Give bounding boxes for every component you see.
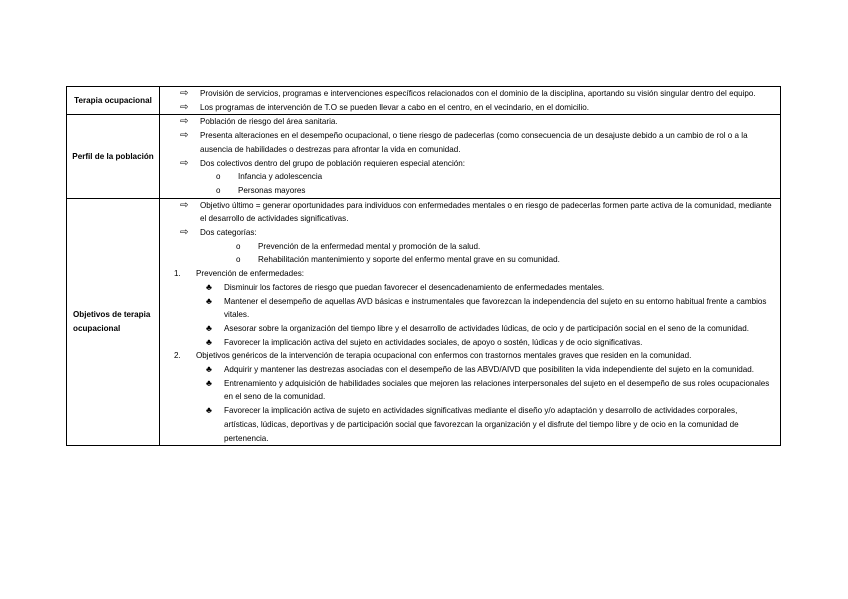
row-content-objetivos — [160, 198, 781, 446]
table-row-terapia — [67, 87, 781, 115]
club-list — [206, 281, 772, 350]
arrow-bullet-icon: ⇨ — [180, 88, 189, 99]
category-item: o Rehabilitación mantenimiento y soporte del enfermo mental grave en su comunidad. — [236, 253, 772, 267]
item-number: 1. — [174, 269, 181, 279]
club-list-item: ♣ Mantener el desempeño de aquellas AVD básicas e instrumentales que favorezcan la independencia del sujeto en su entorno habitual frente a cambios vitales. — [206, 295, 767, 320]
category-item: o Prevención de la enfermedad mental y promoción de la salud. — [236, 240, 772, 254]
list-item: ⇨ Presenta alteraciones en el desempeño ocupacional, o tiene riesgo de padecerlas (como consecuencia de un desajuste debido a un cambio de rol o a la ausencia de habilidades o destrezas para afrontar la vida en comunidad. — [180, 130, 748, 154]
list-item: ⇨ Población de riesgo del área sanitaria. — [180, 116, 338, 128]
club-bullet-icon: ♣ — [206, 405, 212, 416]
club-bullet-icon: ♣ — [206, 377, 212, 388]
circle-bullet-icon: o — [216, 185, 221, 195]
numbered-item: 2. Objetivos genéricos de la intervención de terapia ocupacional con enfermos con trastornos mentales graves que residen en la comunidad. — [174, 349, 772, 363]
table-row-objetivos — [67, 198, 781, 446]
row-label-terapia: Terapia ocupacional — [67, 87, 160, 115]
club-list-item: ♣ Favorecer la implicación activa del sujeto en actividades sociales, de apoyo o sostén, lúdicas y de ocio significativas. — [206, 336, 772, 350]
club-list-item: ♣ Favorecer la implicación activa de sujeto en actividades significativas mediante el diseño y/o adaptación y desarrollo de actividades corporales, artísticas, lúdicas, deportivas y de participación social que favorezcan la organización y el disfrute del tiempo libre y de ocio en la comunidad de pertenencia. — [206, 405, 739, 443]
list-item: ⇨ Objetivo último = generar oportunidades para individuos con enfermedades mentales o en riesgo de padecerlas formen parte activa de la comunidad, mediante el desarrollo de actividades significativas. — [180, 199, 772, 224]
document-table — [66, 86, 781, 446]
row-label-objetivos: Objetivos de terapia ocupacional — [67, 198, 160, 446]
circle-bullet-icon: o — [236, 241, 241, 251]
item-number: 2. — [174, 351, 181, 361]
row-content-perfil — [160, 115, 781, 198]
arrow-bullet-icon: ⇨ — [180, 227, 189, 239]
club-bullet-icon: ♣ — [206, 364, 212, 375]
club-list — [206, 363, 772, 445]
categories-list — [236, 240, 772, 267]
sub-list-item: o Infancia y adolescencia — [216, 170, 772, 184]
row-label-perfil: Perfil de la población — [67, 115, 160, 198]
list-item: ⇨ Dos categorías: — [180, 227, 257, 239]
list-item: ⇨ Los programas de intervención de T.O se pueden llevar a cabo en el centro, en el vecindario, en el domicilio. — [180, 101, 590, 113]
club-bullet-icon: ♣ — [206, 295, 212, 306]
sub-list-item: o Personas mayores — [216, 184, 772, 198]
arrow-bullet-icon: ⇨ — [180, 130, 189, 142]
list-item: ⇨ Dos colectivos dentro del grupo de población requieren especial atención: — [180, 157, 466, 169]
arrow-bullet-icon: ⇨ — [180, 157, 189, 169]
arrow-bullet-icon: ⇨ — [180, 199, 189, 211]
sub-list — [216, 170, 772, 197]
list-item: ⇨ Provisión de servicios, programas e intervenciones específicos relacionados con el dominio de la disciplina, aportando su visión singular dentro del equipo. — [180, 88, 756, 99]
table-row-perfil — [67, 115, 781, 198]
club-bullet-icon: ♣ — [206, 336, 212, 347]
club-list-item: ♣ Asesorar sobre la organización del tiempo libre y el desarrollo de actividades lúdicas, de ocio y de participación social en el seno de la comunidad. — [206, 322, 772, 336]
club-list-item: ♣ Entrenamiento y adquisición de habilidades sociales que mejoren las relaciones interpersonales del sujeto en el desempeño de sus roles ocupacionales en el seno de la comunidad. — [206, 377, 770, 402]
club-bullet-icon: ♣ — [206, 281, 212, 292]
arrow-bullet-icon: ⇨ — [180, 116, 189, 128]
circle-bullet-icon: o — [236, 255, 241, 265]
club-bullet-icon: ♣ — [206, 322, 212, 333]
club-list-item: ♣ Disminuir los factores de riesgo que puedan favorecer el desencadenamiento de enfermedades mentales. — [206, 281, 772, 295]
arrow-bullet-icon: ⇨ — [180, 101, 189, 113]
numbered-item: 1. Prevención de enfermedades: — [174, 267, 772, 281]
circle-bullet-icon: o — [216, 172, 221, 182]
row-content-terapia — [160, 87, 781, 115]
club-list-item: ♣ Adquirir y mantener las destrezas asociadas con el desempeño de las ABVD/AIVD que posibiliten la vida independiente del sujeto en la comunidad. — [206, 363, 772, 377]
